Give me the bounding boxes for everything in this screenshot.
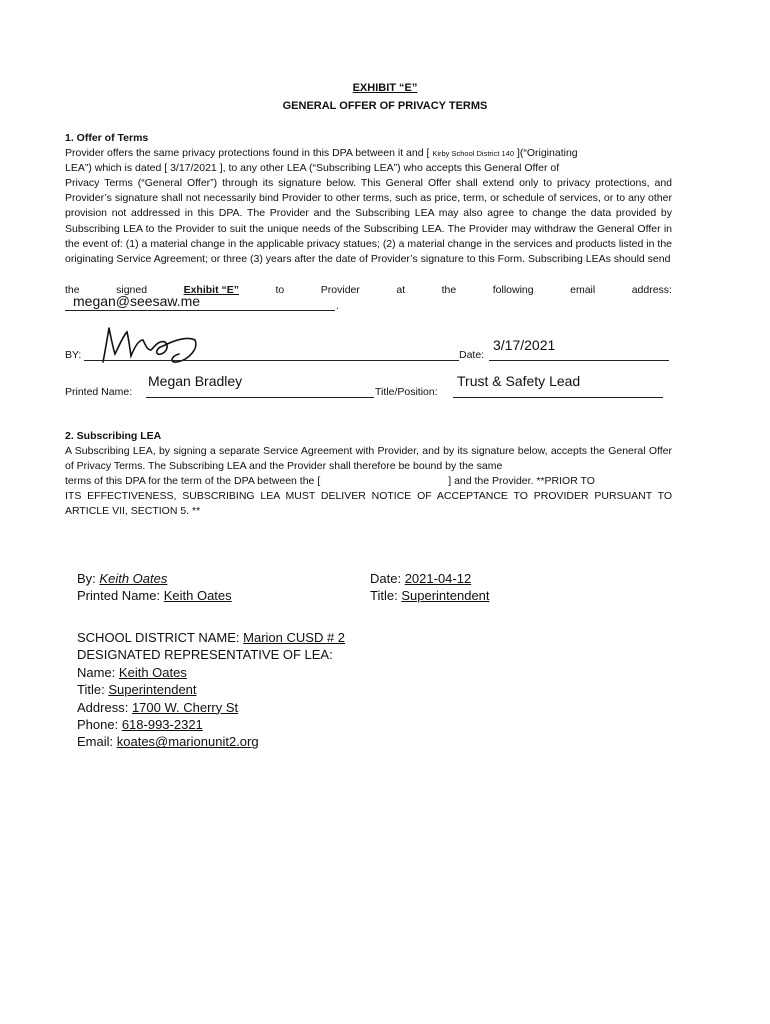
- offer-line-2: [65, 161, 672, 176]
- provider-date-value: 3/17/2021: [493, 337, 556, 353]
- subscribing-heading: 2. Subscribing LEA: [65, 430, 162, 442]
- offer-word: signed: [116, 284, 148, 296]
- offer-line1-text-a: Provider offers the same privacy protections found in this DPA between it and [: [65, 147, 430, 159]
- email-period: .: [336, 300, 339, 312]
- offer-word: email: [570, 284, 596, 296]
- phone-label: Phone:: [77, 716, 119, 732]
- district-rep-row: [77, 646, 345, 663]
- offer-paragraph: Privacy Terms (“General Offer”) through its signature below. This General Offer shall extend only to privacy protections, and Provider’s signature shall not necessarily bind Provider to other terms, such as price, term, or schedule of services, or to any other provision not addressed in this DPA. The Provider and the Subscribing LEA may also agree to change the data provided by Subscribing LEA to the Provider to suit the unique needs of the Subscribing LEA. The Provider may withdraw the General Offer in the event of: (1) a material change in the applicable privacy statues; (2) a material change in the services and products listed in the originating Service Agreement; or three (3) years after the date of Provider’s signature to this Form. Subscribing LEAs should send: [65, 177, 672, 266]
- offer-word: to: [275, 284, 285, 296]
- provider-email-value: megan@seesaw.me: [73, 293, 201, 309]
- lea-printed-label: Printed Name:: [77, 588, 161, 604]
- offer-word: address:: [631, 284, 672, 296]
- document-title: GENERAL OFFER OF PRIVACY TERMS: [282, 100, 488, 112]
- rep-name-label: Name:: [77, 664, 116, 680]
- lea-date-row: [370, 570, 490, 587]
- subscribing-line3-text-b: ] and the Provider. **PRIOR TO: [448, 475, 595, 487]
- address-label: Address:: [77, 699, 129, 715]
- district-phone-row: [77, 716, 345, 733]
- subscribing-line-5: ARTICLE VII, SECTION 5. **: [65, 505, 201, 517]
- offer-word: at: [396, 284, 406, 296]
- lea-signature-right: [370, 570, 490, 605]
- phone-value: 618-993-2321: [121, 716, 203, 732]
- district-email-row: [77, 733, 345, 750]
- exhibit-heading: EXHIBIT “E”: [352, 82, 418, 94]
- provider-title-value: Trust & Safety Lead: [457, 373, 581, 389]
- lea-title-label: Title:: [370, 588, 398, 604]
- lea-printed-value: Keith Oates: [163, 588, 232, 604]
- lea-title-value: Superintendent: [401, 588, 490, 604]
- by-label: BY:: [65, 349, 82, 361]
- offer-heading: 1. Offer of Terms: [65, 132, 149, 144]
- lea-by-value: Keith Oates: [99, 571, 168, 586]
- offer-line1-text-b: ](“Originating: [516, 147, 578, 159]
- printed-name-line: [146, 397, 374, 398]
- rep-title-value: Superintendent: [108, 682, 197, 698]
- subscribing-line-4: ITS EFFECTIVENESS, SUBSCRIBING LEA MUST DELIVER NOTICE OF ACCEPTANCE TO PROVIDER PURSUANT TO: [65, 490, 672, 502]
- lea-printed-row: [77, 587, 232, 604]
- email-underline: [65, 310, 335, 311]
- district-rep-name-row: [77, 664, 345, 681]
- district-rep-label: DESIGNATED REPRESENTATIVE OF LEA:: [77, 647, 333, 663]
- address-value: 1700 W. Cherry St: [131, 699, 239, 715]
- lea-signature-left: [77, 570, 232, 605]
- district-name-row: [77, 629, 345, 646]
- date-line: [489, 360, 669, 361]
- district-name-label: SCHOOL DISTRICT NAME:: [77, 630, 240, 645]
- offer-word: the: [441, 284, 457, 296]
- subscribing-paragraph: A Subscribing LEA, by signing a separate Service Agreement with Provider, and by its signature below, accepts the General Offer of Privacy Terms. The Subscribing LEA and the Provider shall therefore be bound by the same: [65, 445, 672, 473]
- offer-line2-text-a: LEA”) which is dated [: [65, 162, 168, 174]
- offer-line-1: [65, 146, 672, 161]
- lea-by-label: By:: [77, 571, 96, 586]
- lea-date-label: Date:: [370, 571, 402, 586]
- rep-title-label: Title:: [77, 682, 105, 698]
- offer-word: Provider: [320, 284, 360, 296]
- title-position-line: [453, 397, 663, 398]
- title-position-label: Title/Position:: [375, 386, 438, 398]
- subscribing-line-3: [65, 474, 672, 489]
- email-value: koates@marionunit2.org: [116, 734, 259, 750]
- rep-name-value: Keith Oates: [118, 664, 187, 680]
- subscribing-line3-text-a: terms of this DPA for the term of the DPA between the [: [65, 475, 321, 487]
- lea-date-value: 2021-04-12: [404, 571, 472, 586]
- by-signature-line: [84, 360, 459, 361]
- lea-title-row: [370, 587, 490, 604]
- offer-line2-text-b: ], to any other LEA (“Subscribing LEA”) who accepts this General Offer of: [219, 162, 560, 174]
- offer-word-exhibit: Exhibit “E”: [183, 284, 239, 296]
- offer-dated-value: 3/17/2021: [170, 162, 217, 174]
- offer-word: the: [65, 284, 80, 296]
- district-address-row: [77, 699, 345, 716]
- lea-by-row: [77, 570, 232, 587]
- email-label: Email:: [77, 734, 114, 750]
- originating-lea-value: Kirby School District 140: [432, 149, 515, 158]
- provider-printed-name-value: Megan Bradley: [148, 373, 243, 389]
- district-name-value: Marion CUSD # 2: [243, 630, 346, 645]
- district-rep-title-row: [77, 681, 345, 698]
- offer-word: following: [492, 284, 534, 296]
- printed-name-label: Printed Name:: [65, 386, 133, 398]
- date-label: Date:: [459, 349, 485, 361]
- district-block: [77, 629, 345, 751]
